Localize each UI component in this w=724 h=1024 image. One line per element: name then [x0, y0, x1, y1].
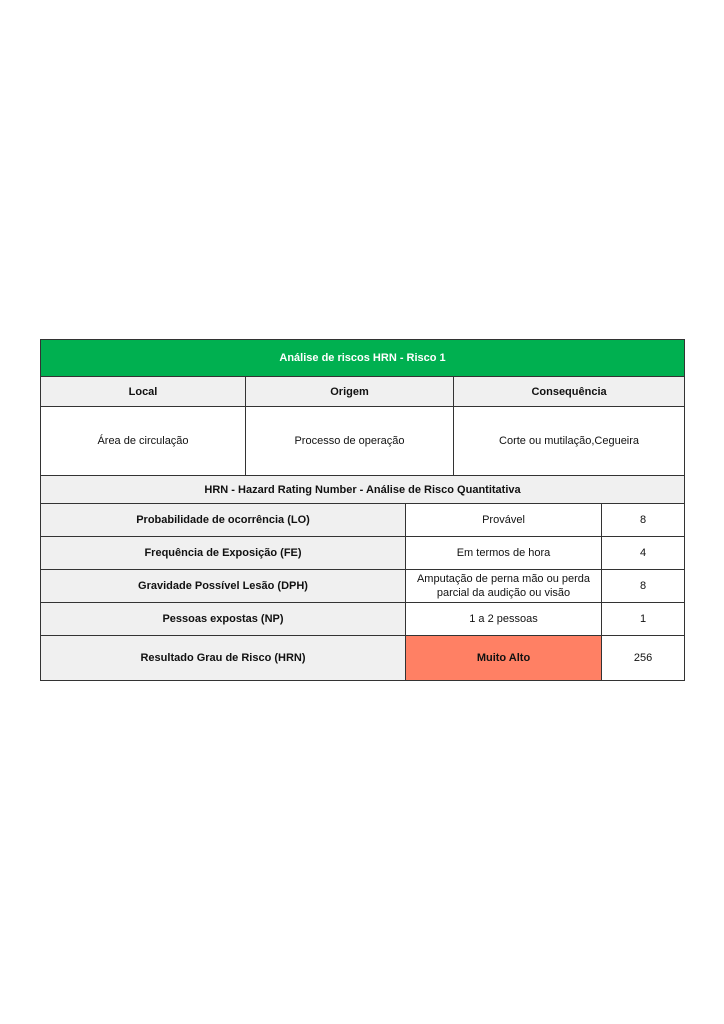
metric-description: 1 a 2 pessoas: [406, 603, 602, 636]
hrn-risk-analysis-sheet: [40, 339, 684, 681]
metric-score: 8: [602, 504, 685, 537]
column-value-row: [41, 407, 685, 476]
risk-level-badge: Muito Alto: [406, 636, 602, 681]
table-row: [41, 603, 685, 636]
local-value: Área de circulação: [41, 407, 246, 476]
metric-label: Pessoas expostas (NP): [41, 603, 406, 636]
consequencia-value: Corte ou mutilação,Cegueira: [454, 407, 685, 476]
metric-score: 8: [602, 570, 685, 603]
table-row: [41, 570, 685, 603]
metric-description: Provável: [406, 504, 602, 537]
table-row: [41, 504, 685, 537]
table-row: [41, 537, 685, 570]
local-header: Local: [41, 377, 246, 407]
origem-header: Origem: [246, 377, 454, 407]
origem-value: Processo de operação: [246, 407, 454, 476]
section-header-row: [41, 476, 685, 504]
metric-description: Amputação de perna mão ou perda parcial da audição ou visão: [406, 570, 602, 603]
result-label: Resultado Grau de Risco (HRN): [41, 636, 406, 681]
consequencia-header: Consequência: [454, 377, 685, 407]
metric-score: 1: [602, 603, 685, 636]
result-row: [41, 636, 685, 681]
metric-label: Frequência de Exposição (FE): [41, 537, 406, 570]
metric-description: Em termos de hora: [406, 537, 602, 570]
metric-score: 4: [602, 537, 685, 570]
section-title: HRN - Hazard Rating Number - Análise de Risco Quantitativa: [41, 476, 685, 504]
hrn-risk-table: [40, 339, 685, 681]
metric-label: Gravidade Possível Lesão (DPH): [41, 570, 406, 603]
column-header-row: [41, 377, 685, 407]
table-title: Análise de riscos HRN - Risco 1: [41, 340, 685, 377]
title-row: [41, 340, 685, 377]
result-score: 256: [602, 636, 685, 681]
metric-label: Probabilidade de ocorrência (LO): [41, 504, 406, 537]
